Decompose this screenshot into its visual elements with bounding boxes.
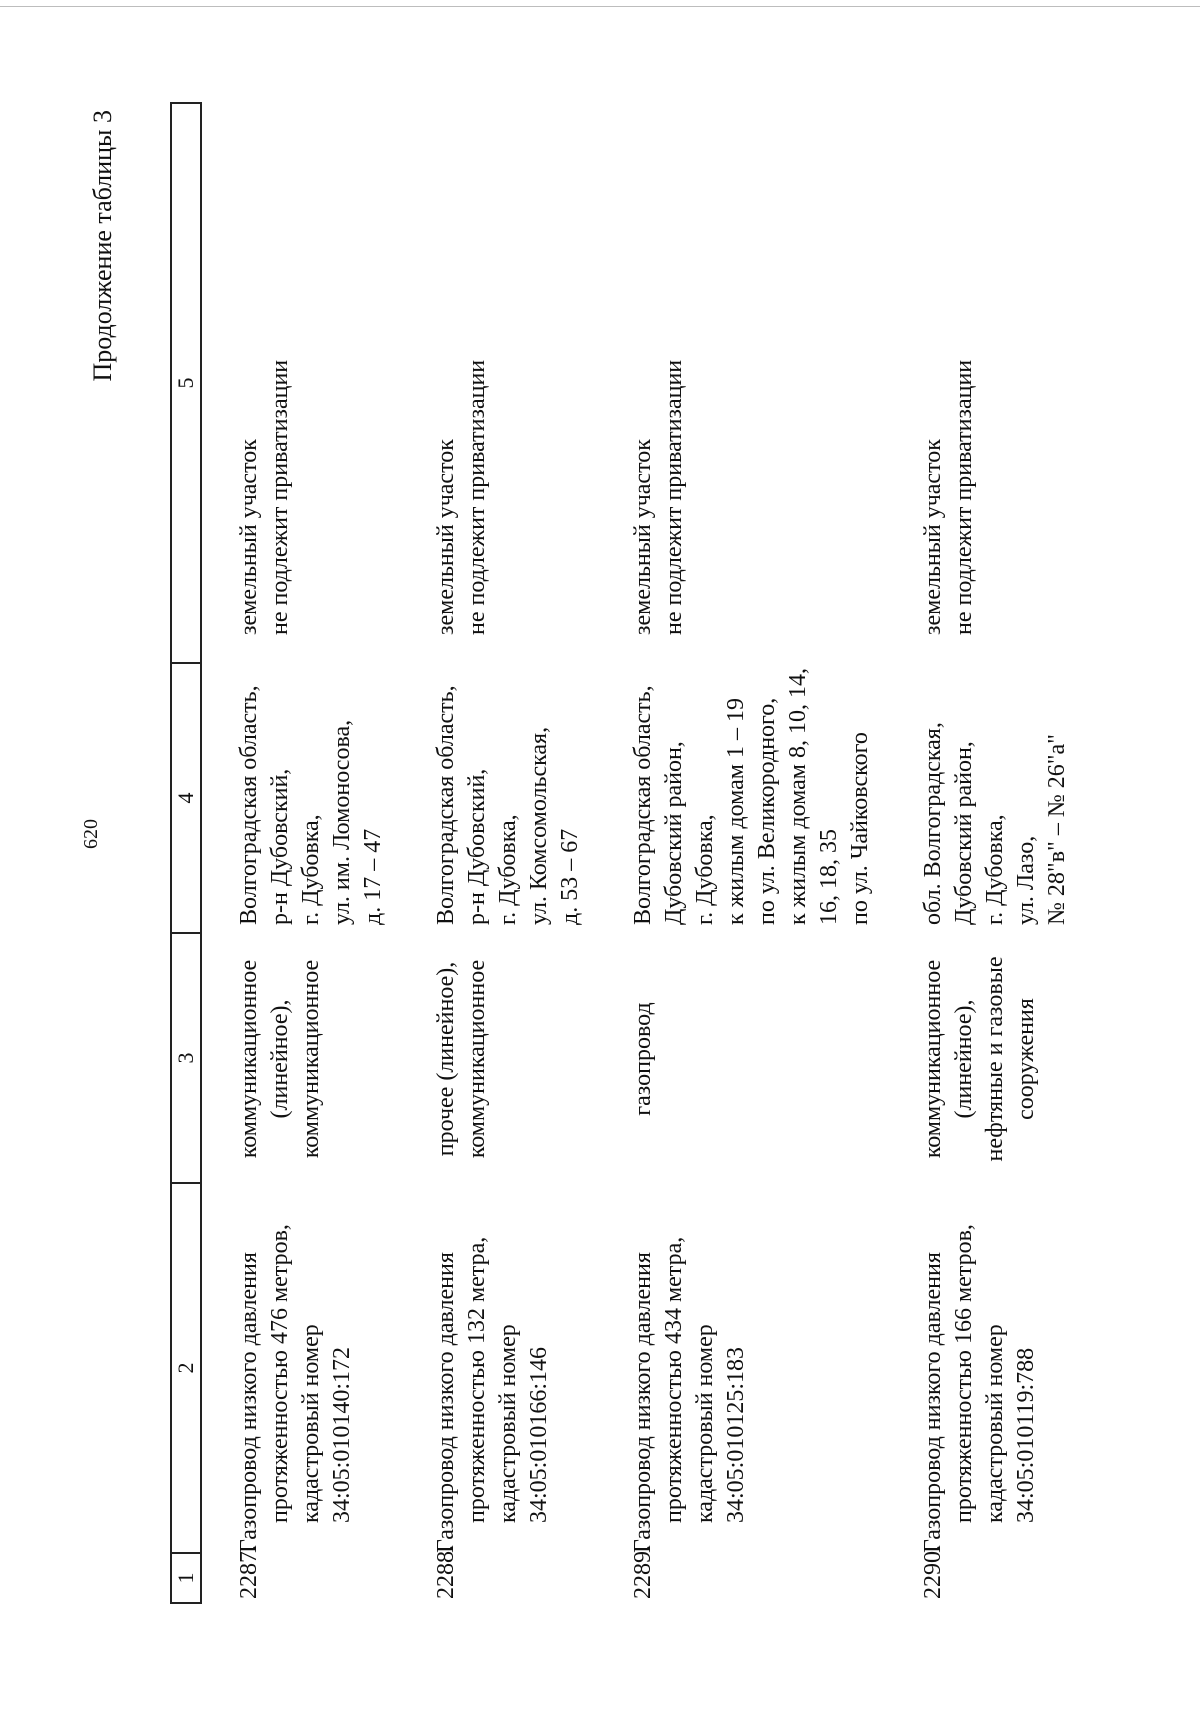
- type-line: коммуникационное: [464, 959, 490, 1159]
- row-number: 2287.: [236, 1545, 262, 1599]
- address-line: ул. им. Ломоносова,: [329, 719, 355, 925]
- type-line: прочее (линейное),: [433, 961, 459, 1157]
- registry-table: [170, 102, 1081, 1604]
- object-line: протяженностью 476 метров,: [267, 1224, 293, 1523]
- address-line: д. 53 – 67: [557, 828, 583, 925]
- address-line: к жилым домам 8, 10, 14,: [785, 668, 811, 925]
- registry-table-wrap: [170, 104, 1081, 1604]
- header-row: [171, 103, 201, 1603]
- object-description-cell: [884, 1183, 1081, 1553]
- continuation-label: Продолжение таблицы 3: [88, 110, 117, 382]
- address-line: р-н Дубовский,: [464, 768, 490, 925]
- header-cell-2: 2: [171, 1183, 201, 1553]
- address-line: Дубовский район,: [951, 741, 977, 925]
- address-line: ул. Лазо,: [1013, 835, 1039, 925]
- note-cell: [594, 103, 884, 663]
- note-cell: [884, 103, 1081, 663]
- object-line: кадастровый номер: [692, 1324, 718, 1523]
- address-line: р-н Дубовский,: [267, 768, 293, 925]
- address-line: г. Дубовка,: [298, 814, 324, 925]
- type-line: сооружения: [1013, 998, 1039, 1120]
- object-line: 34:05:010166:146: [526, 1346, 552, 1523]
- object-line: Газопровод низкого давления: [433, 1252, 459, 1553]
- table-row: [884, 103, 1081, 1603]
- object-description-cell: [397, 1183, 594, 1553]
- address-line: по ул. Великородного,: [754, 697, 780, 925]
- address-line: д. 17 – 47: [360, 828, 386, 925]
- note-line: земельный участок: [920, 439, 946, 635]
- object-line: протяженностью 434 метра,: [661, 1236, 687, 1523]
- type-line: газопровод: [630, 1002, 656, 1116]
- row-number: 2288.: [433, 1545, 459, 1599]
- note-cell: [397, 103, 594, 663]
- header-cell-1: 1: [171, 1553, 201, 1603]
- address-line: Дубовский район,: [661, 741, 687, 925]
- address-line: г. Дубовка,: [692, 814, 718, 925]
- address-line: по ул. Чайковского: [847, 732, 873, 925]
- object-description-cell: [594, 1183, 884, 1553]
- address-cell: [594, 663, 884, 933]
- object-line: 34:05:010140:172: [329, 1346, 355, 1523]
- object-line: кадастровый номер: [495, 1324, 521, 1523]
- header-cell-3: 3: [171, 933, 201, 1183]
- address-cell: [397, 663, 594, 933]
- object-line: Газопровод низкого давления: [236, 1252, 262, 1553]
- address-cell: [201, 663, 397, 933]
- note-line: не подлежит приватизации: [661, 359, 687, 635]
- note-line: не подлежит приватизации: [267, 359, 293, 635]
- note-cell: [201, 103, 397, 663]
- note-line: земельный участок: [236, 439, 262, 635]
- object-line: Газопровод низкого давления: [920, 1252, 946, 1553]
- note-line: не подлежит приватизации: [951, 359, 977, 635]
- address-cell: [884, 663, 1081, 933]
- object-line: кадастровый номер: [982, 1324, 1008, 1523]
- object-type-cell: [594, 933, 884, 1183]
- object-type-cell: [884, 933, 1081, 1183]
- object-line: протяженностью 166 метров,: [951, 1224, 977, 1523]
- type-line: нефтяные и газовые: [982, 956, 1008, 1162]
- header-cell-5: 5: [171, 103, 201, 663]
- address-line: ул. Комсомольская,: [526, 726, 552, 925]
- address-line: г. Дубовка,: [495, 814, 521, 925]
- address-line: Волгоградская область,: [630, 685, 656, 925]
- type-line: коммуникационное: [298, 959, 324, 1159]
- note-line: земельный участок: [630, 439, 656, 635]
- object-type-cell: [397, 933, 594, 1183]
- address-line: г. Дубовка,: [982, 814, 1008, 925]
- header-cell-4: 4: [171, 663, 201, 933]
- table-row: [201, 103, 397, 1603]
- address-line: обл. Волгоградская,: [920, 722, 946, 925]
- table-row: [397, 103, 594, 1603]
- object-line: Газопровод низкого давления: [630, 1252, 656, 1553]
- table-row: [594, 103, 884, 1603]
- object-line: 34:05:010119:788: [1013, 1347, 1039, 1523]
- note-line: не подлежит приватизации: [464, 359, 490, 635]
- object-line: кадастровый номер: [298, 1324, 324, 1523]
- address-line: Волгоградская область,: [433, 685, 459, 925]
- type-line: коммуникационное: [236, 959, 262, 1159]
- address-line: 16, 18, 35: [816, 829, 842, 925]
- row-number: 2289.: [630, 1545, 656, 1599]
- object-description-cell: [201, 1183, 397, 1553]
- table-body: [201, 103, 1081, 1603]
- page-number: 620: [80, 819, 102, 849]
- type-line: коммуникационное: [920, 959, 946, 1159]
- type-line: (линейное),: [951, 999, 977, 1119]
- address-line: Волгоградская область,: [236, 685, 262, 925]
- object-line: 34:05:010125:183: [723, 1346, 749, 1523]
- address-line: к жилым домам 1 – 19: [723, 698, 749, 925]
- object-line: протяженностью 132 метра,: [464, 1236, 490, 1523]
- type-line: (линейное),: [267, 999, 293, 1119]
- note-line: земельный участок: [433, 439, 459, 635]
- row-number: 2290.: [920, 1545, 946, 1599]
- address-line: № 28"в" – № 26"а": [1044, 734, 1070, 925]
- object-type-cell: [201, 933, 397, 1183]
